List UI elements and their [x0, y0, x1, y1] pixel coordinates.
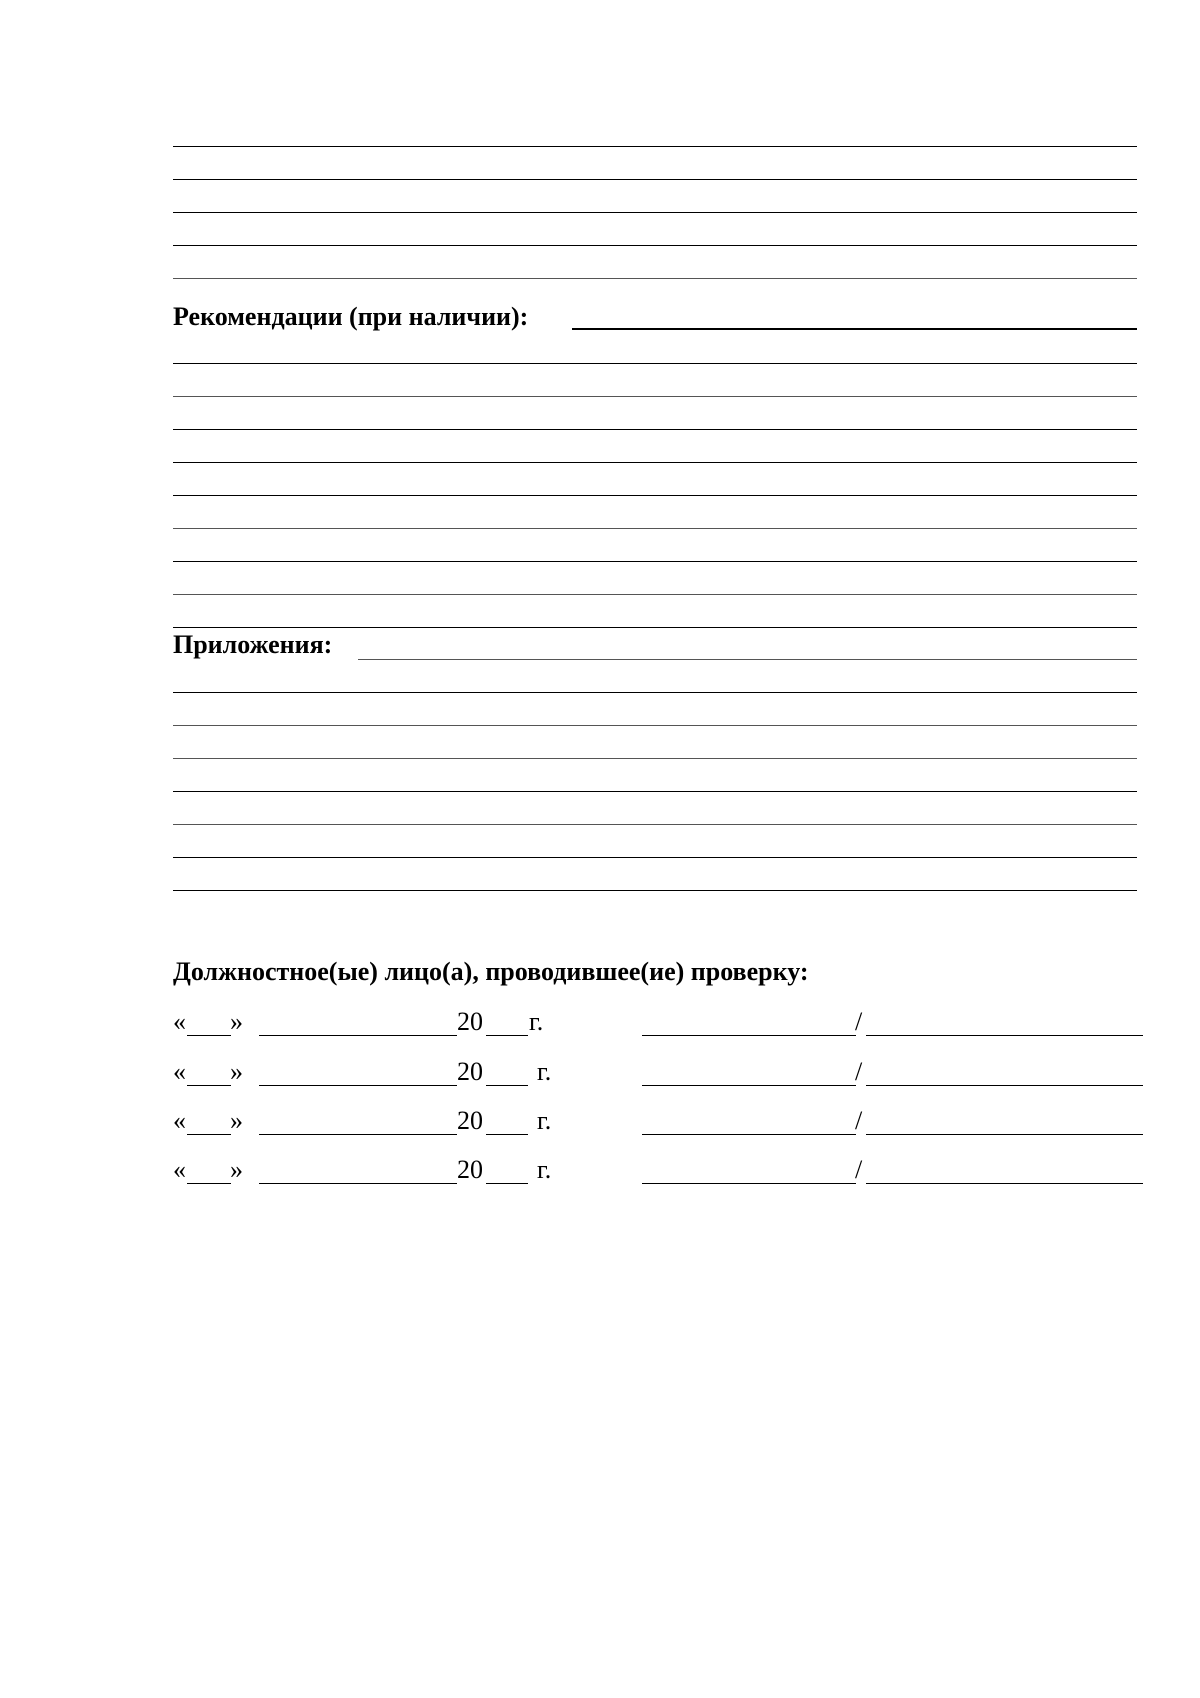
- writing-line: [173, 278, 1137, 279]
- century: 20: [457, 1057, 483, 1086]
- century: 20: [457, 1106, 483, 1135]
- signature-blank: [642, 1035, 856, 1036]
- day-blank: [187, 1085, 231, 1086]
- year-blank: [486, 1035, 528, 1036]
- name-blank: [866, 1085, 1143, 1086]
- name-blank: [866, 1183, 1143, 1184]
- writing-line: [173, 179, 1137, 180]
- open-quote: «: [173, 1007, 186, 1036]
- close-quote: »: [230, 1155, 243, 1184]
- recommendations-label: Рекомендации (при наличии):: [173, 302, 529, 331]
- slash: /: [855, 1155, 863, 1184]
- close-quote: »: [230, 1007, 243, 1036]
- writing-line: [173, 212, 1137, 213]
- signature-row: [173, 1107, 1143, 1139]
- writing-line: [173, 758, 1137, 759]
- writing-line: [173, 462, 1137, 463]
- day-blank: [187, 1134, 231, 1135]
- month-blank: [259, 1183, 457, 1184]
- attachments-label: Приложения:: [173, 630, 333, 659]
- writing-line: [173, 245, 1137, 246]
- writing-line: [173, 890, 1137, 891]
- open-quote: «: [173, 1155, 186, 1184]
- close-quote: »: [230, 1106, 243, 1135]
- year-suffix: г.: [537, 1057, 552, 1086]
- recommendations-fill-line: [572, 328, 1137, 330]
- slash: /: [855, 1106, 863, 1135]
- writing-line: [173, 725, 1137, 726]
- signature-blank: [642, 1085, 856, 1086]
- writing-line: [173, 146, 1137, 147]
- writing-line: [173, 429, 1137, 430]
- writing-line: [173, 561, 1137, 562]
- close-quote: »: [230, 1057, 243, 1086]
- year-suffix: г.: [529, 1007, 544, 1036]
- writing-line: [173, 692, 1137, 693]
- name-blank: [866, 1035, 1143, 1036]
- day-blank: [187, 1035, 231, 1036]
- month-blank: [259, 1085, 457, 1086]
- year-blank: [486, 1085, 528, 1086]
- writing-line: [173, 363, 1137, 364]
- year-blank: [486, 1134, 528, 1135]
- writing-line: [173, 594, 1137, 595]
- year-suffix: г.: [537, 1106, 552, 1135]
- signature-blank: [642, 1134, 856, 1135]
- month-blank: [259, 1134, 457, 1135]
- open-quote: «: [173, 1106, 186, 1135]
- writing-line: [173, 791, 1137, 792]
- day-blank: [187, 1183, 231, 1184]
- month-blank: [259, 1035, 457, 1036]
- open-quote: «: [173, 1057, 186, 1086]
- signature-row: [173, 1008, 1143, 1040]
- officials-label: Должностное(ые) лицо(а), проводившее(ие) проверку:: [173, 957, 809, 986]
- writing-line: [173, 396, 1137, 397]
- slash: /: [855, 1057, 863, 1086]
- writing-line: [173, 627, 1137, 628]
- writing-line: [173, 495, 1137, 496]
- signature-row: [173, 1058, 1143, 1090]
- name-blank: [866, 1134, 1143, 1135]
- year-blank: [486, 1183, 528, 1184]
- writing-line: [173, 857, 1137, 858]
- writing-line: [173, 824, 1137, 825]
- century: 20: [457, 1007, 483, 1036]
- year-suffix: г.: [537, 1155, 552, 1184]
- signature-blank: [642, 1183, 856, 1184]
- century: 20: [457, 1155, 483, 1184]
- signature-row: [173, 1156, 1143, 1188]
- slash: /: [855, 1007, 863, 1036]
- attachments-fill-line: [358, 659, 1137, 660]
- writing-line: [173, 528, 1137, 529]
